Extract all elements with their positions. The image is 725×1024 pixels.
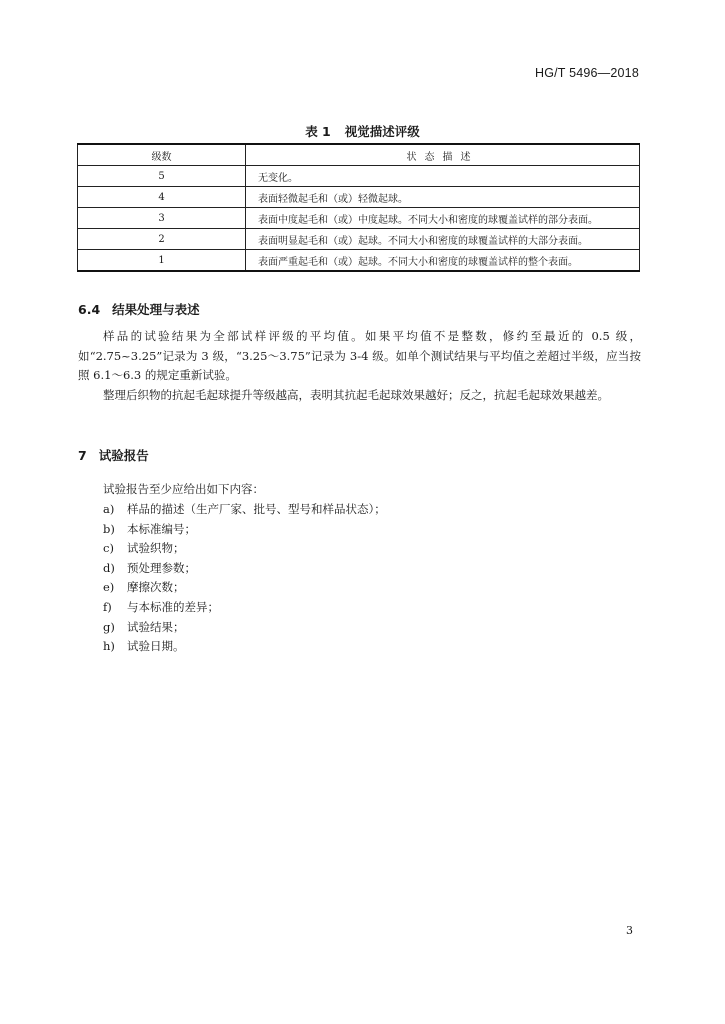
list-item-text: 样品的描述（生产厂家、批号、型号和样品状态）； — [127, 502, 386, 516]
list-item-text: 试验日期。 — [127, 639, 185, 654]
section-title: 试验报告 — [98, 448, 149, 463]
table-header-row — [78, 144, 640, 166]
list-item — [103, 578, 386, 598]
list-marker: c) — [103, 541, 114, 556]
list-marker: h) — [103, 639, 115, 654]
table-row — [78, 250, 640, 272]
section-number: 7 — [78, 448, 87, 463]
list-marker: e) — [103, 580, 115, 595]
description-cell: 无变化。 — [246, 166, 640, 187]
grade-cell: 2 — [78, 229, 246, 250]
section-6-4-heading — [78, 300, 200, 318]
list-item-text: 摩擦次数； — [127, 580, 185, 595]
list-item — [103, 539, 386, 559]
list-marker: f) — [103, 599, 112, 614]
list-item-text: 与本标准的差异； — [127, 599, 219, 614]
table-row — [78, 208, 640, 229]
list-marker: d) — [103, 560, 115, 575]
grade-cell: 5 — [78, 166, 246, 187]
section-number: 6.4 — [78, 302, 101, 317]
page-number: 3 — [626, 924, 633, 937]
description-cell: 表面中度起毛和（或）中度起球。不同大小和密度的球覆盖试样的部分表面。 — [246, 208, 640, 229]
column-header-grade: 级数 — [78, 144, 246, 166]
list-item-text: 试验结果； — [127, 619, 185, 634]
column-header-description: 状态描述 — [246, 144, 640, 166]
list-marker: a) — [103, 502, 115, 516]
report-items-list — [103, 500, 386, 657]
list-item — [103, 637, 386, 657]
report-intro: 试验报告至少应给出如下内容： — [103, 482, 264, 496]
section-7-heading — [78, 446, 149, 464]
description-cell: 表面轻微起毛和（或）轻微起球。 — [246, 187, 640, 208]
section-title: 结果处理与表述 — [112, 302, 200, 317]
list-marker: g) — [103, 619, 115, 634]
standard-code: HG/T 5496—2018 — [534, 66, 639, 80]
list-item-text: 本标准编号； — [127, 521, 196, 536]
grade-cell: 3 — [78, 208, 246, 229]
list-item — [103, 618, 386, 638]
grade-cell: 1 — [78, 250, 246, 272]
table-row — [78, 187, 640, 208]
description-cell: 表面明显起毛和（或）起球。不同大小和密度的球覆盖试样的大部分表面。 — [246, 229, 640, 250]
list-item — [103, 500, 386, 520]
list-item-text: 预处理参数； — [127, 560, 196, 575]
list-item — [103, 598, 386, 618]
results-paragraph-2: 整理后织物的抗起毛起球提升等级越高，表明其抗起毛起球效果越好；反之，抗起毛起球效果越差。 — [103, 388, 609, 402]
table-caption-title: 视觉描述评级 — [344, 124, 420, 139]
grade-cell: 4 — [78, 187, 246, 208]
results-paragraph: 样品的试验结果为全部试样评级的平均值。如果平均值不是整数，修约至最近的 0.5 级，如“2.75~3.25”记录为 3 级，“3.25～3.75”记录为 3-4 级。如单个测试结果与平均值之差超过半级，应当按照 6.1～6.3 的规定重新试验。 — [78, 329, 641, 382]
table-caption-number: 表 1 — [305, 124, 331, 139]
description-cell: 表面严重起毛和（或）起球。不同大小和密度的球覆盖试样的整个表面。 — [246, 250, 640, 272]
visual-grading-table — [77, 143, 640, 272]
table-row — [78, 229, 640, 250]
table-caption — [0, 122, 725, 140]
list-item-text: 试验织物； — [127, 541, 185, 556]
list-marker: b) — [103, 521, 115, 536]
list-item — [103, 559, 386, 579]
table-row — [78, 166, 640, 187]
list-item — [103, 520, 386, 540]
